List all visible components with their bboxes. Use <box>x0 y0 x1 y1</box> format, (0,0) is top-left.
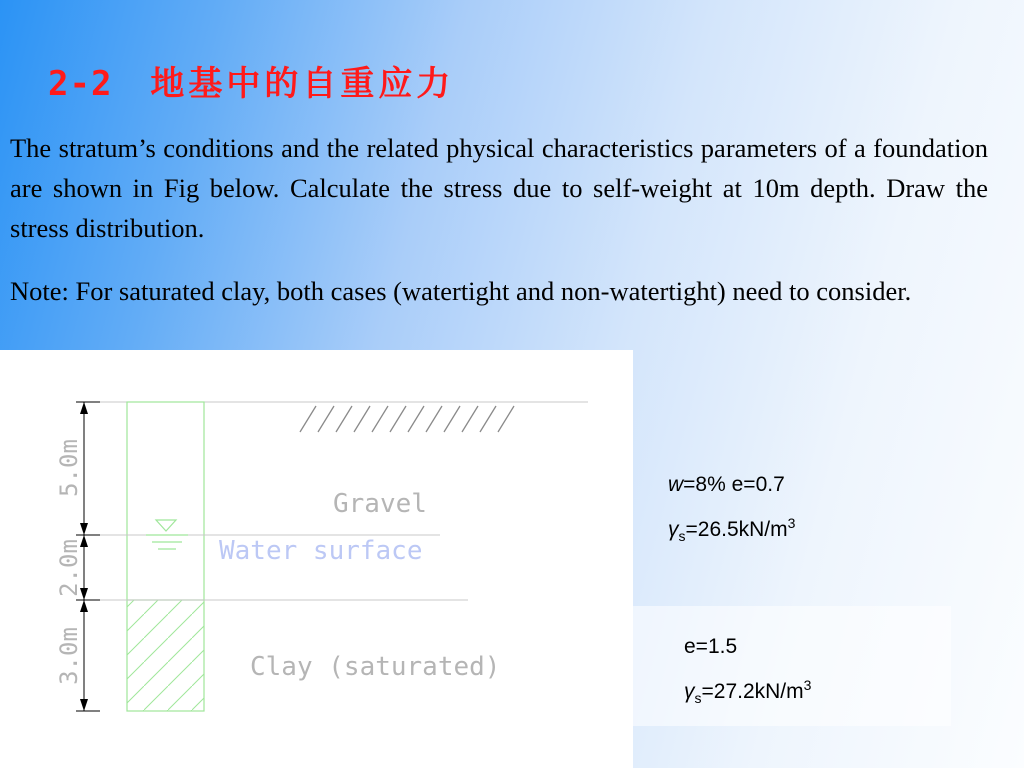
clay-unit-weight-line <box>684 666 811 704</box>
problem-statement: The stratum’s conditions and the related physical characteristics parameters of a foundation are shown in Fig below. Calculate the stress due to self-weight at 10m depth. Draw the stress distribution. <box>10 133 988 243</box>
dim-label-2m: 2.0m <box>55 539 83 597</box>
stratum-diagram <box>0 350 633 768</box>
clay-properties <box>684 628 811 704</box>
ground-hatch <box>300 406 514 432</box>
gravel-w-e-value: =8% e=0.7 <box>683 473 785 496</box>
clay-label: Clay (saturated) <box>250 652 501 682</box>
gamma-subscript: s <box>678 528 686 544</box>
gamma-symbol: γ <box>684 680 695 703</box>
water-surface-label: Water surface <box>219 536 423 566</box>
gravel-gamma-value: =26.5kN/m <box>685 518 788 541</box>
dim-label-3m: 3.0m <box>55 627 83 685</box>
gamma-subscript: s <box>694 690 702 706</box>
clay-e-line: e=1.5 <box>684 635 738 658</box>
section-number: 2-2 <box>48 64 113 104</box>
gravel-label: Gravel <box>333 489 427 519</box>
problem-note: Note: For saturated clay, both cases (watertight and non-watertight) need to consider. <box>10 276 912 306</box>
slide-title <box>48 56 454 105</box>
water-level-icon <box>146 520 188 549</box>
gravel-w-e-line <box>668 466 795 504</box>
w-symbol: w <box>668 473 684 496</box>
dim-label-5m: 5.0m <box>55 439 83 497</box>
gamma-symbol: γ <box>668 518 679 541</box>
unit-superscript: 3 <box>787 515 796 531</box>
stratum-figure <box>0 350 633 768</box>
clay-gamma-value: =27.2kN/m <box>701 680 804 703</box>
clay-column-hatch <box>127 600 204 711</box>
gravel-properties <box>668 466 795 542</box>
section-title-chinese: 地基中的自重应力 <box>150 64 455 104</box>
gravel-unit-weight-line <box>668 504 795 542</box>
unit-superscript: 3 <box>803 677 812 693</box>
